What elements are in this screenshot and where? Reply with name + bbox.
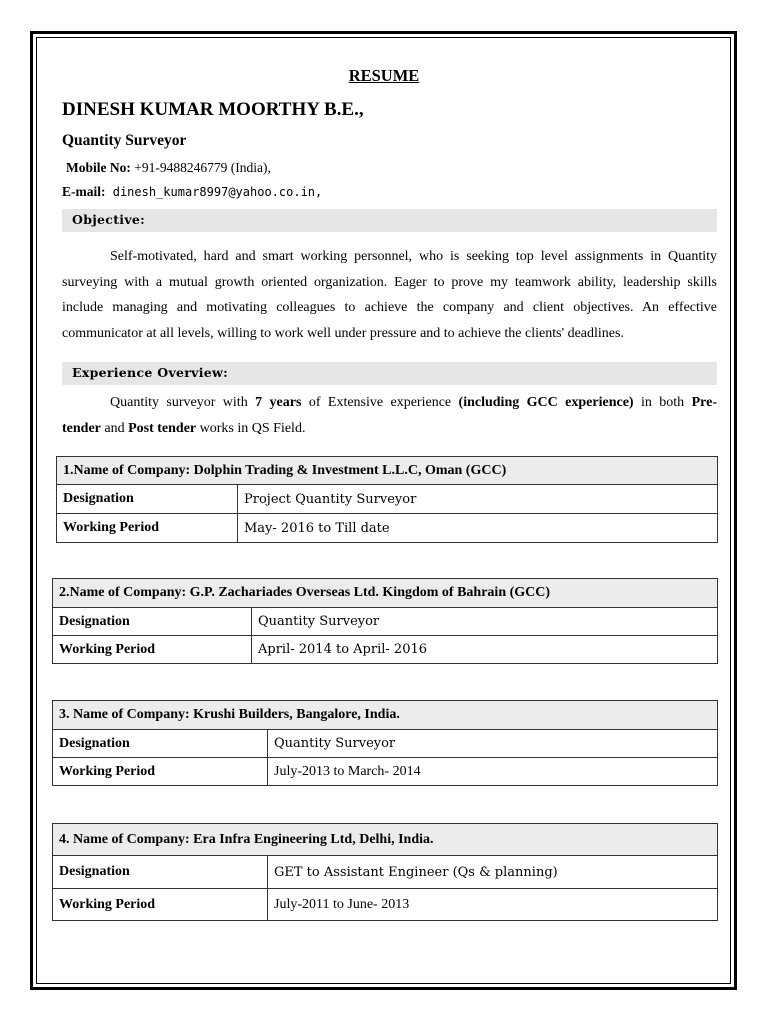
period-label: Working Period xyxy=(53,889,268,921)
email-line xyxy=(62,184,322,200)
resume-title: RESUME xyxy=(348,66,420,85)
objective-line: surveying with a mutual growth oriented organization. Eager to prove my teamwork ability, leadership skills xyxy=(62,274,717,290)
period-value: July-2011 to June- 2013 xyxy=(268,889,718,921)
company-table xyxy=(52,700,718,786)
objective-line: Self-motivated, hard and smart working personnel, who is seeking top level assignments in Quantity xyxy=(110,249,717,264)
designation-label: Designation xyxy=(53,856,268,889)
email-label: E-mail: xyxy=(62,184,106,199)
designation-label: Designation xyxy=(53,730,268,758)
designation-label: Designation xyxy=(57,485,238,514)
experience-summary xyxy=(62,390,717,441)
company-table xyxy=(52,578,718,664)
period-label: Working Period xyxy=(53,758,268,786)
experience-heading: Experience Overview: xyxy=(72,365,228,380)
objective-paragraph xyxy=(62,244,717,346)
company-header: 3. Name of Company: Krushi Builders, Bangalore, India. xyxy=(53,701,718,730)
objective-line: communicator at all levels, willing to work well under pressure and to achieve the clients' deadlines. xyxy=(62,325,624,341)
mobile-value: +91-9488246779 (India), xyxy=(130,160,271,175)
candidate-name: DINESH KUMAR MOORTHY B.E., xyxy=(62,99,364,120)
objective-heading: Objective: xyxy=(72,212,146,227)
company-table xyxy=(52,823,718,921)
period-value: April- 2014 to April- 2016 xyxy=(252,636,718,664)
objective-line: include managing and motivating colleagues to achieve the company and client objectives. An effective xyxy=(62,300,717,315)
company-header: 4. Name of Company: Era Infra Engineering Ltd, Delhi, India. xyxy=(53,824,718,856)
designation-value: Project Quantity Surveyor xyxy=(238,485,718,514)
designation-value: Quantity Surveyor xyxy=(268,730,718,758)
company-table xyxy=(56,456,718,543)
period-label: Working Period xyxy=(53,636,252,664)
designation-label: Designation xyxy=(53,608,252,636)
email-value: dinesh_kumar8997@yahoo.co.in, xyxy=(105,185,323,199)
objective-section-bar xyxy=(62,209,717,232)
designation-value: GET to Assistant Engineer (Qs & planning) xyxy=(268,856,718,889)
period-value: July-2013 to March- 2014 xyxy=(268,758,718,786)
period-label: Working Period xyxy=(57,514,238,543)
summary-line: tender and Post tender works in QS Field. xyxy=(62,420,306,436)
summary-line: Quantity surveyor with 7 years of Extensive experience (including GCC experience) in both Pre- xyxy=(110,395,717,410)
period-value: May- 2016 to Till date xyxy=(238,514,718,543)
designation-value: Quantity Surveyor xyxy=(252,608,718,636)
company-header: 2.Name of Company: G.P. Zachariades Overseas Ltd. Kingdom of Bahrain (GCC) xyxy=(53,579,718,608)
company-header: 1.Name of Company: Dolphin Trading & Investment L.L.C, Oman (GCC) xyxy=(57,457,718,485)
mobile-label: Mobile No: xyxy=(66,160,131,175)
experience-section-bar xyxy=(62,362,717,385)
candidate-role: Quantity Surveyor xyxy=(62,132,187,149)
mobile-line xyxy=(66,160,271,176)
